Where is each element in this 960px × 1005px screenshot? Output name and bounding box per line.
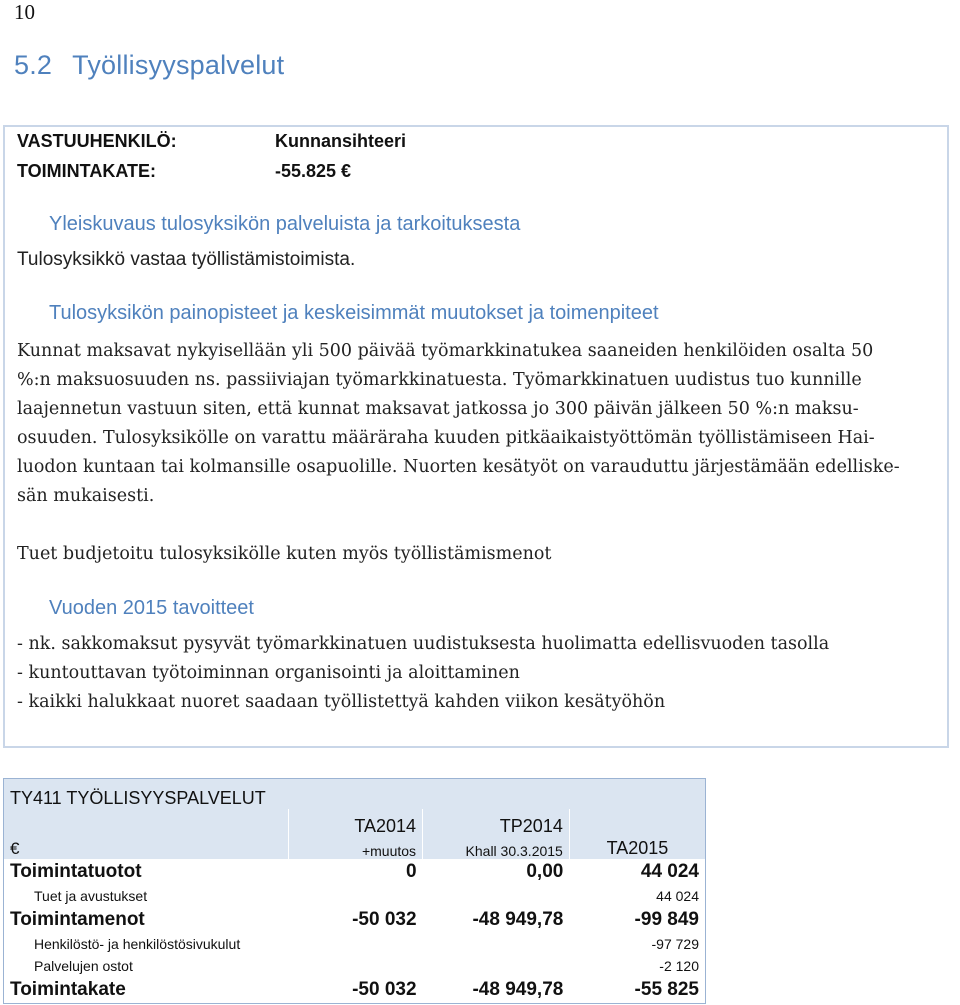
priorities-paragraph [17,337,937,511]
cell-ta2015: 44 024 [640,861,699,882]
col-sub-tp2014: Khall 30.3.2015 [423,837,570,859]
cell-tp2014: 0,00 [526,861,564,882]
goals-heading: Vuoden 2015 tavoitteet [49,597,254,619]
goal-item: - kuntouttavan työtoiminnan organisointi ja aloittaminen [17,663,520,683]
cell-tp2014 [423,933,570,955]
cell-ta2014 [289,885,423,907]
section-number: 5.2 [14,50,53,80]
responsible-row [17,131,407,152]
cell-ta2014: 0 [405,861,417,882]
section-title: Työllisyyspalvelut [72,50,285,80]
table-row [4,859,706,885]
row-label: Toimintakate [4,977,289,1004]
col-year-tp2014: TP2014 [423,809,570,837]
currency-symbol: € [4,837,289,859]
responsible-label: VASTUUHENKILÖ: [17,131,177,151]
table-title: TY411 TYÖLLISYYSPALVELUT [4,779,706,810]
goal-item: - nk. sakkomaksut pysyvät työmarkkinatuen uudistuksesta huolimatta edellisvuoden tasolla [17,634,830,654]
cell-ta2015: -97 729 [651,936,699,952]
table-title-row [4,779,706,810]
cell-ta2015: 44 024 [656,888,699,904]
overview-heading: Yleiskuvaus tulosyksikön palveluista ja tarkoituksesta [49,213,521,235]
year-header-row [4,809,706,837]
table-row [4,885,706,907]
goal-item: - kaikki halukkaat nuoret saadaan työllistettyä kahden viikon kesätyöhön [17,692,666,712]
cell-tp2014 [423,885,570,907]
table-row [4,977,706,1004]
table-row [4,955,706,977]
cell-tp2014: -48 949,78 [423,977,570,1004]
subheader-row [4,837,706,859]
priorities-heading: Tulosyksikön painopisteet ja keskeisimmät muutokset ja toimenpiteet [49,302,659,324]
cell-tp2014: -48 949,78 [472,909,564,930]
budget-label: TOIMINTAKATE: [17,161,156,181]
overview-text: Tulosyksikkö vastaa työllistämistoimista. [17,249,356,270]
responsible-value: Kunnansihteeri [275,131,407,151]
budget-row [17,161,352,182]
priorities-line: osuuden. Tulosyksikölle on varattu määräraha kuuden pitkäaikaistyöttömän työllistämiseen Hai- [17,428,875,448]
unit-info-box [3,125,949,748]
priorities-line: %:n maksuosuuden ns. passiiviajan työmarkkinatuesta. Työmarkkinatuen uudistus tuo kunnille [17,370,862,390]
cell-ta2014: -50 032 [289,977,423,1004]
priorities-line: luodon kuntaan tai kolmansille osapuolille. Nuorten kesätyöt on varauduttu järjestämään edelliske- [17,457,900,477]
cell-tp2014 [423,955,570,977]
priorities-line: laajennetun vastuun siten, että kunnat maksavat jatkossa jo 300 päivän jälkeen 50 %:n maksu- [17,399,859,419]
col-year-ta2014: TA2014 [289,809,423,837]
cell-ta2014 [289,933,423,955]
table-row [4,907,706,933]
subsidy-text: Tuet budjetoitu tulosyksikölle kuten myös työllistämismenot [17,544,552,564]
section-heading [14,50,284,81]
cell-ta2015: -55 825 [569,977,705,1004]
row-label: Toimintamenot [10,909,145,930]
cell-ta2015: -99 849 [634,909,699,930]
priorities-line: Kunnat maksavat nykyisellään yli 500 päivää työmarkkinatukea saaneiden henkilöiden osalta 50 [17,341,874,361]
row-label: Henkilöstö- ja henkilöstösivukulut [34,936,241,952]
row-label: Toimintatuotot [10,861,142,882]
col-sub-ta2014: +muutos [289,837,423,859]
financial-table [3,778,706,1004]
priorities-line: sän mukaisesti. [17,486,155,506]
cell-ta2014: -50 032 [352,909,417,930]
cell-ta2015: -2 120 [659,958,699,974]
row-label: Tuet ja avustukset [34,888,148,904]
col-year-ta2015: TA2015 [569,837,705,859]
cell-ta2014 [289,955,423,977]
table-row [4,933,706,955]
row-label: Palvelujen ostot [34,958,133,974]
goals-list [17,630,937,717]
budget-value: -55.825 € [275,161,352,181]
page-number: 10 [14,0,35,24]
